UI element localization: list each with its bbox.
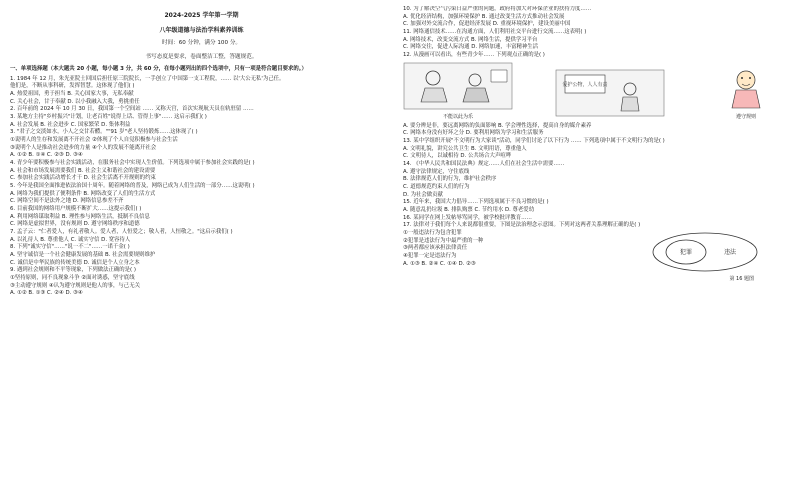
cartoon-3-caption: 遵守规则 <box>735 113 756 120</box>
section-heading: 一、单项选择题（本大题共 20 小题，每小题 3 分，共 60 分，在每小题列出的四个选项中，只有一项是符合题目要求的。） <box>10 65 307 72</box>
venn-outer-ellipse <box>653 233 757 271</box>
cartoon-1-illustration <box>403 62 513 110</box>
cartoon-3 <box>706 62 786 121</box>
cartoon-2-sign: 爱护公物，人人有责 <box>561 82 608 89</box>
right-line: 10. 为了解决空气污染日益严重的问题，政府将加大对环保企业的扶持力度…… <box>403 6 592 12</box>
left-line: 3. "君子之交淡如水，小人之交甘若醴。""91 岁"老人坚持锻炼……这体现了( ) <box>10 129 198 136</box>
left-line: 他们是，不断从事科研，发挥智慧。这体现了他们( ) <box>10 83 135 90</box>
exam-notice: 书写态度是要求，卷面整洁工整，答题规范。 <box>145 53 258 60</box>
left-line: ③说明个人是推动社会进步的力量 ④个人的发展不能离开社会 <box>10 144 157 151</box>
left-line: A. 坚守诚信是一个社会健康发展的基础 B. 社会需要规则维护 <box>10 252 156 259</box>
right-line: A. 网络技术，改变交流方式 B. 网络生活，提供学习平台 <box>403 36 538 43</box>
cartoon-1 <box>403 62 513 121</box>
venn-outer-label: 违法 <box>723 249 737 257</box>
left-line: A. 利用网络谋取利益 B. 理性参与网络生活，抵制不良信息 <box>10 213 150 220</box>
right-line: C. 文明待人，以诚相待 D. 公共场合大声喧哗 <box>403 153 512 160</box>
left-line: C. 网络空间不是法外之地 D. 网络信息参差不齐 <box>10 198 124 205</box>
right-line: 12. 从漫画可以看出，有些青少年…… 下列观点正确的是( ) <box>403 52 545 59</box>
left-line: ③主动遵守规则 ④认为遵守规则是他人的事，与己无关 <box>10 282 140 289</box>
left-line: ①坚持原则，同不良现象斗争 ②面对诱惑，坚守底线 <box>10 275 135 282</box>
left-line: A. 热爱祖国，勇于担当 B. 关心国家大事，无私奉献 <box>10 90 134 97</box>
right-line: C. 加强对外交流合作，促进经济发展 D. 重视环境保护，建设美丽中国 <box>403 21 571 28</box>
right-line: A. 遵守法律规定，守住底线 <box>403 168 470 175</box>
left-line: 8. 下列"诚实守信"……"说一不二"……一诺千金( ) <box>10 244 130 251</box>
left-line: A. ①② B. ①③ C. ②④ D. ③④ <box>10 290 83 297</box>
left-line: A. 社会和市场发展需要我们 B. 社会主义和谐社会的建设需要 <box>10 167 156 174</box>
right-line: 15. 近年来，我国大力倡导……下列选项属于不良习惯的是( ) <box>403 199 549 206</box>
left-line: 4. 青少年要积极参与社会实践活动，在服务社会中实现人生价值。下列选项中属于参加社会实践的是( ) <box>10 159 255 166</box>
left-line: C. 网络是虚拟世界，没有规则 D. 遵守网络秩序和道德 <box>10 221 140 228</box>
venn-caption: 第 16 题图 <box>729 276 754 283</box>
statement-list <box>403 230 643 268</box>
venn-figure-area <box>403 230 786 283</box>
left-line: 2. 百年前的 2024 年 10 月 30 日，我国第一个空间站 …… 又称天宫，首次实现航天员在轨驻留 …… <box>10 106 254 113</box>
cartoon-2 <box>555 69 665 121</box>
right-line: D. 为社会做贡献 <box>403 191 443 198</box>
left-line: 5. 今年是我国全面推进依法治国十周年。随着网络的普及，网络已成为人们生活的一部分……这说明( ) <box>10 182 255 189</box>
right-line: ②犯罪是违法行为中最严重的一种 <box>403 237 484 244</box>
right-line: C. 道德规范约束人们的行为 <box>403 184 470 191</box>
term-heading: 2024-2025 学年第一学期 <box>164 12 239 19</box>
left-line: A. ①② B. ①④ C. ②③ D. ③④ <box>10 152 83 159</box>
left-line: 9. 遇到社会规则和不平等现象，下列做法正确的是( ) <box>10 267 136 274</box>
cartoon-row <box>403 63 786 121</box>
right-line: B. 法律规范人们的行为，维护社会秩序 <box>403 176 497 183</box>
right-line: ③两者都应该承担法律责任 <box>403 245 468 252</box>
exam-title: 八年级道德与法治学科素养训练 <box>159 26 244 34</box>
right-line: A. 优化经济结构，加强环境保护 B. 通过改变生活方式推动社会发展 <box>403 13 565 20</box>
left-line: 7. 孟子云："仁者爱人，有礼者敬人。爱人者，人恒爱之；敬人者，人恒敬之。"这启示我们( ) <box>10 229 233 236</box>
left-line: ①说明人的生存和发展离不开社会 ②体现了个人自觉积极参与社会生活 <box>10 136 178 143</box>
right-line: 11. 网络通信技术……在沟通方面，人们利用社交平台进行交流……这表明( ) <box>403 29 587 36</box>
right-column <box>403 6 786 493</box>
right-line: 17. 法律对于我们每个人来说都很重要，下图是法治理念示意图。下列对这两者关系理解正确的是( ) <box>403 222 641 229</box>
right-line: ④犯罪一定是违法行为 <box>403 253 457 260</box>
right-line: A. 要分辨是非，要远离网络的负面影响 B. 学会理性选择，提高自身的媒介素养 <box>403 122 592 129</box>
cartoon-1-caption: 不能以此为乐 <box>442 113 473 120</box>
exam-meta: 时间：60 分钟，满分 100 分。 <box>161 40 242 47</box>
venn-diagram <box>650 230 760 274</box>
right-line: C. 网络本身没有好坏之分 D. 要利用网络为学习和生活服务 <box>403 130 544 137</box>
venn-inner-label: 犯罪 <box>679 249 693 257</box>
right-line: A. ①③ B. ②④ C. ①④ D. ②③ <box>403 260 476 267</box>
left-column <box>10 6 393 493</box>
left-line: C. 关心社会，甘于奉献 D. 以小我融入大我，勇挑重任 <box>10 98 140 105</box>
left-line: 6. 目前我国的网络用户规模不断扩大……这提示我们( ) <box>10 206 142 212</box>
left-line: 3. 某地方主持"乡村振兴"计划，让老百姓"说得上话、管得上事"…… 这启示我们( ) <box>10 113 207 120</box>
left-line: A. 社会发展 B. 社会进步 C. 国家繁荣 D. 集体利益 <box>10 121 131 128</box>
right-line: A. 文明礼貌，讲究公共卫生 B. 文明用语，尊重他人 <box>403 145 527 152</box>
left-line: 1. 1984 年 12 月，朱光亚院士回国后担任原三院院长，一手创立了中国第一支工程院，…… 以'大公无私'为己任。 <box>10 75 285 82</box>
left-line: C. 诚信是中华民族的传统美德 D. 诚信是个人立身之本 <box>10 259 140 266</box>
left-line: C. 参加社会实践活动增长才干 D. 社会生活离不开规则的约束 <box>10 175 156 182</box>
left-line: A. 网络为我们提供了便利条件 B. 网络改变了人们的生活方式 <box>10 190 156 197</box>
right-line: 13. 某中学组织开展"不文明行为大家谈"活动，同学们讨论了以下行为 …… 下列选项中属于不文明行为的是( ) <box>403 138 665 145</box>
cartoon-3-illustration <box>706 62 786 110</box>
right-line: C. 网络交往，促进人际沟通 D. 网络加速，丰富精神生活 <box>403 44 539 51</box>
right-line: ①一般违法行为包含犯罪 <box>403 230 462 237</box>
right-line: A. 随意乱扔垃圾 B. 排队购票 C. 节约用水 D. 尊老爱幼 <box>403 207 535 214</box>
right-line: 16. 某同学在网上发帖辱骂同学，被学校批评教育…… <box>403 214 532 221</box>
right-line: 14. 《中华人民共和国民法典》规定……人们在社会生活中需要…… <box>403 161 565 168</box>
left-line: A. 以礼待人 B. 尊重他人 C. 诚实守信 D. 宽容待人 <box>10 236 131 243</box>
cartoon-2-illustration <box>555 69 665 117</box>
